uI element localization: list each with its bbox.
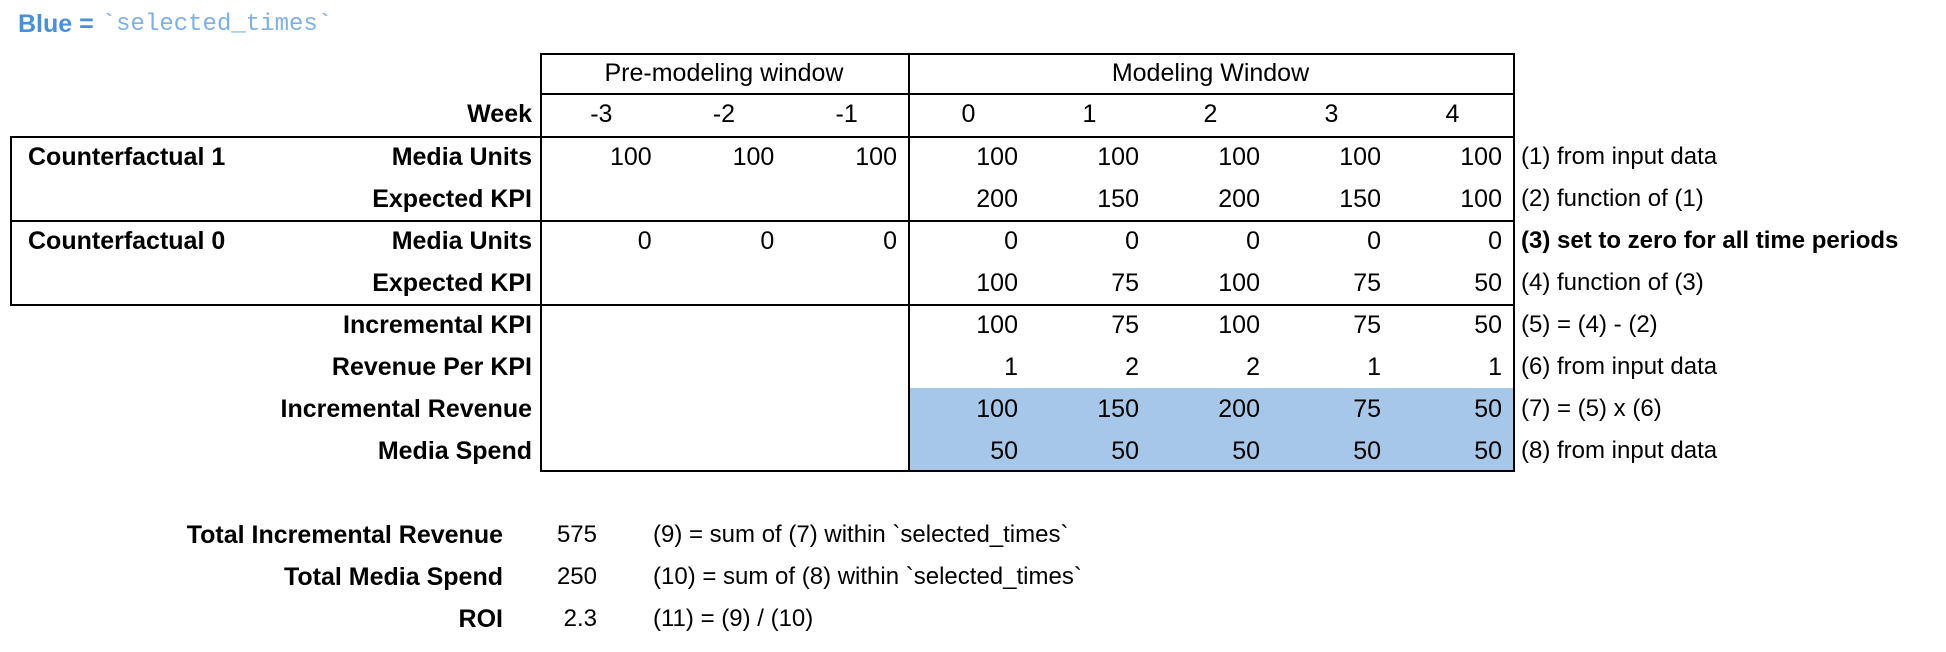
table-cell: 50 bbox=[1474, 437, 1502, 465]
table-cell: 150 bbox=[1339, 185, 1381, 213]
section-label: Counterfactual 1 bbox=[28, 143, 226, 171]
table-cell: 100 bbox=[976, 311, 1018, 339]
table-cell: 100 bbox=[976, 395, 1018, 423]
table-cell: 50 bbox=[1474, 269, 1502, 297]
row-label: Incremental Revenue bbox=[280, 395, 532, 423]
table-cell: 100 bbox=[609, 143, 652, 171]
grid-line bbox=[540, 53, 542, 472]
summary-label: Total Media Spend bbox=[284, 563, 503, 591]
grid-line bbox=[540, 93, 1515, 95]
summary-label: Total Incremental Revenue bbox=[186, 521, 503, 549]
table-cell: 150 bbox=[1097, 185, 1139, 213]
table-cell: 100 bbox=[1218, 143, 1260, 171]
table-cell: 1 bbox=[1004, 353, 1018, 381]
table-cell: 1 bbox=[1488, 353, 1502, 381]
summary-value: 250 bbox=[556, 563, 597, 590]
table-cell: 75 bbox=[1353, 311, 1381, 339]
table-cell: 75 bbox=[1353, 269, 1381, 297]
table-cell: 100 bbox=[1339, 143, 1381, 171]
summary-annotation: (10) = sum of (8) within `selected_times` bbox=[653, 563, 1082, 590]
table-cell: 0 bbox=[637, 227, 652, 255]
row-annotation: (8) from input data bbox=[1521, 437, 1718, 464]
section-label: Counterfactual 0 bbox=[28, 227, 226, 255]
table-cell: 75 bbox=[1353, 395, 1381, 423]
week-cell: -2 bbox=[712, 100, 736, 128]
table-cell: 2 bbox=[1246, 353, 1260, 381]
row-annotation: (5) = (4) - (2) bbox=[1521, 311, 1658, 338]
summary-annotation: (11) = (9) / (10) bbox=[653, 605, 814, 632]
grid-line bbox=[10, 220, 1515, 222]
table-cell: 150 bbox=[1097, 395, 1139, 423]
row-annotation: (2) function of (1) bbox=[1521, 185, 1704, 212]
legend-code-token: `selected_times` bbox=[101, 11, 333, 38]
summary-annotation: (9) = sum of (7) within `selected_times` bbox=[653, 521, 1069, 548]
table-cell: 100 bbox=[1218, 311, 1260, 339]
table-cell: 100 bbox=[855, 143, 897, 171]
pre-modeling-window-header: Pre-modeling window bbox=[604, 59, 844, 87]
table-cell: 75 bbox=[1111, 311, 1139, 339]
table-cell: 0 bbox=[1367, 227, 1381, 255]
table-cell: 100 bbox=[1460, 143, 1502, 171]
table-cell: 50 bbox=[1474, 395, 1502, 423]
row-annotation: (7) = (5) x (6) bbox=[1521, 395, 1662, 422]
table-cell: 100 bbox=[1460, 185, 1502, 213]
week-cell: -1 bbox=[835, 100, 858, 128]
table-cell: 50 bbox=[1111, 437, 1139, 465]
row-label: Expected KPI bbox=[372, 185, 532, 213]
grid-line bbox=[540, 470, 1515, 472]
week-row-label: Week bbox=[467, 100, 532, 128]
week-cell: 0 bbox=[961, 100, 976, 128]
table-cell: 100 bbox=[1218, 269, 1260, 297]
grid-line bbox=[10, 136, 1515, 138]
table-cell: 2 bbox=[1125, 353, 1139, 381]
table-cell: 200 bbox=[1218, 185, 1260, 213]
grid-line bbox=[1513, 53, 1515, 472]
grid-line bbox=[10, 304, 1515, 306]
table-cell: 50 bbox=[990, 437, 1018, 465]
summary-label: ROI bbox=[458, 605, 503, 633]
table-cell: 0 bbox=[760, 227, 775, 255]
week-cell: 1 bbox=[1082, 100, 1097, 128]
table-cell: 0 bbox=[1246, 227, 1260, 255]
legend-label: Blue = bbox=[18, 10, 94, 38]
grid-line bbox=[10, 136, 12, 304]
modeling-window-header: Modeling Window bbox=[1111, 59, 1310, 87]
grid-line bbox=[540, 53, 1515, 55]
table-cell: 200 bbox=[1218, 395, 1260, 423]
week-cell: 3 bbox=[1324, 100, 1339, 128]
grid-line bbox=[908, 53, 910, 472]
table-cell: 50 bbox=[1232, 437, 1260, 465]
table-cell: 200 bbox=[976, 185, 1018, 213]
week-cell: 4 bbox=[1445, 100, 1460, 128]
week-cell: 2 bbox=[1203, 100, 1218, 128]
row-label: Media Spend bbox=[377, 437, 532, 465]
table-cell: 50 bbox=[1474, 311, 1502, 339]
row-label: Media Units bbox=[391, 143, 532, 171]
table-cell: 100 bbox=[1097, 143, 1139, 171]
table-cell: 100 bbox=[976, 143, 1018, 171]
row-annotation: (4) function of (3) bbox=[1521, 269, 1704, 296]
row-annotation: (1) from input data bbox=[1521, 143, 1718, 170]
row-label: Revenue Per KPI bbox=[331, 353, 532, 381]
table-cell: 100 bbox=[976, 269, 1018, 297]
row-label: Incremental KPI bbox=[343, 311, 532, 339]
table-cell: 1 bbox=[1367, 353, 1381, 381]
week-cell: -3 bbox=[590, 100, 613, 128]
row-label: Expected KPI bbox=[372, 269, 532, 297]
table-cell: 0 bbox=[883, 227, 897, 255]
row-annotation: (6) from input data bbox=[1521, 353, 1718, 380]
row-annotation: (3) set to zero for all time periods bbox=[1521, 227, 1899, 254]
legend bbox=[18, 10, 332, 44]
summary-value: 2.3 bbox=[563, 605, 597, 632]
table-cell: 75 bbox=[1111, 269, 1139, 297]
table-cell: 0 bbox=[1125, 227, 1139, 255]
row-label: Media Units bbox=[391, 227, 532, 255]
table-cell: 100 bbox=[732, 143, 775, 171]
summary-value: 575 bbox=[556, 521, 597, 548]
table-cell: 0 bbox=[1004, 227, 1018, 255]
table-cell: 0 bbox=[1488, 227, 1502, 255]
table-cell: 50 bbox=[1353, 437, 1381, 465]
